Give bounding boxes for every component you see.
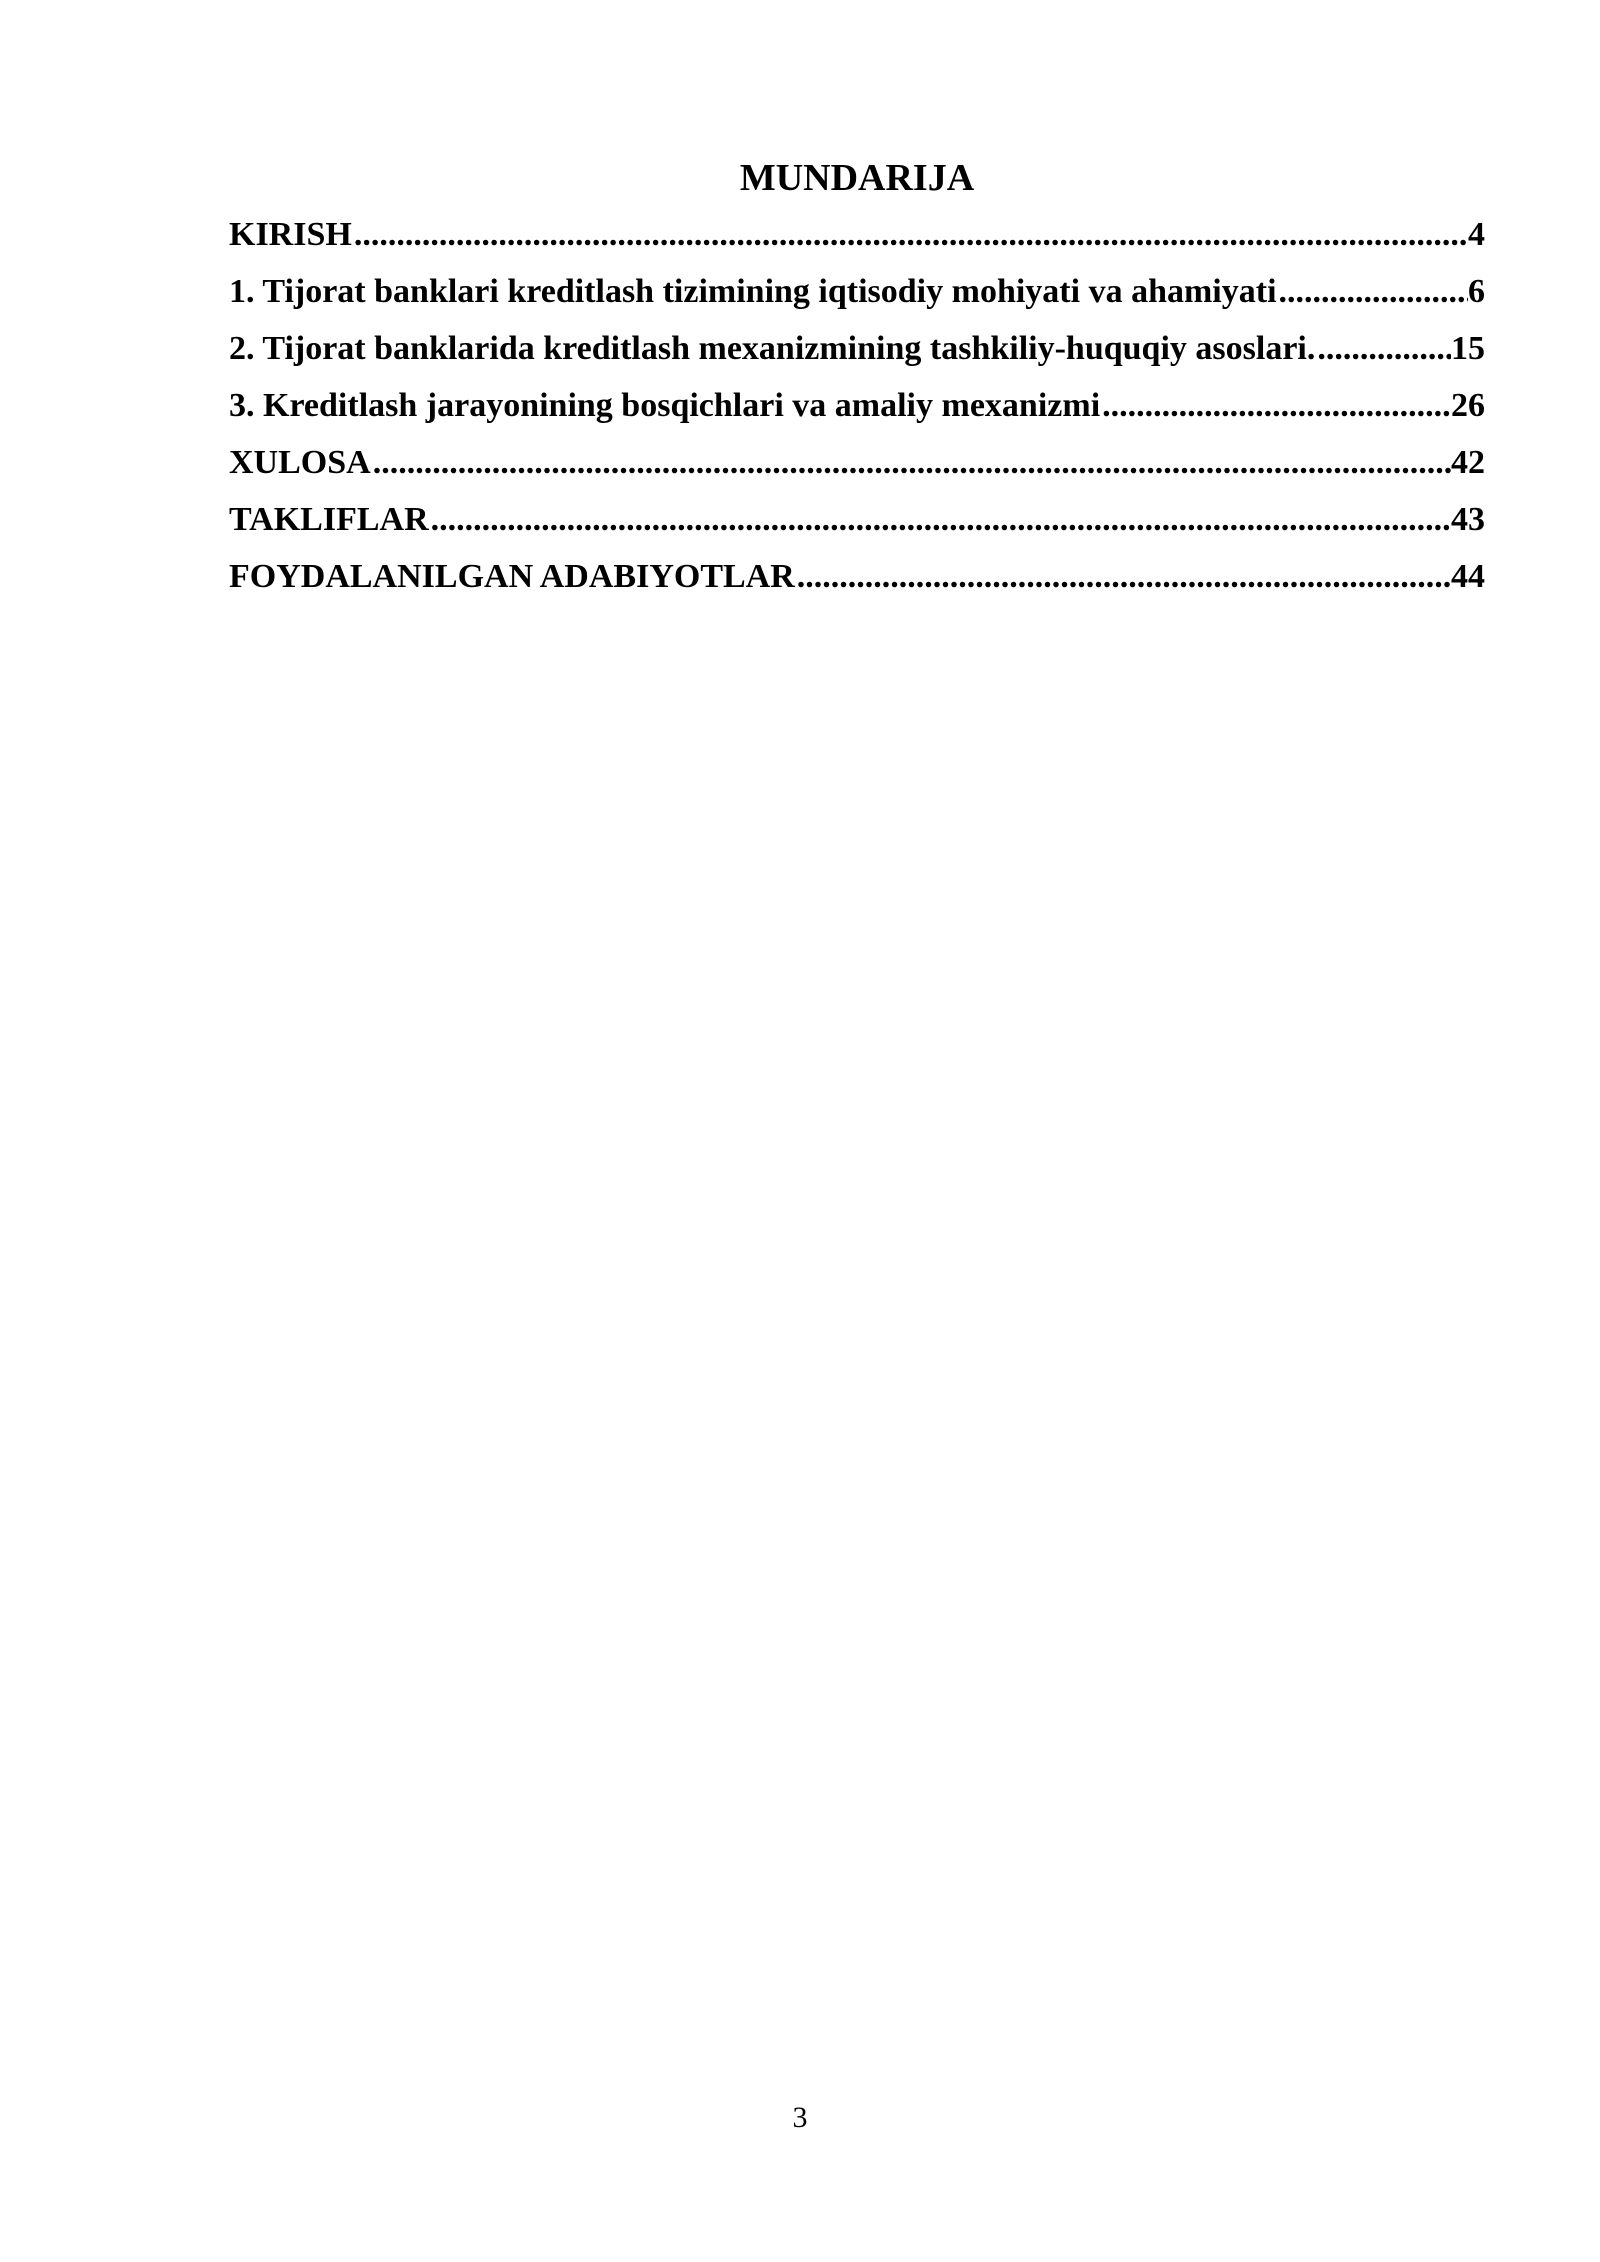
toc-dot-leader	[795, 548, 1451, 605]
toc-entry-chapter-1[interactable]	[229, 263, 1485, 320]
toc-entry-xulosa[interactable]	[229, 434, 1485, 491]
toc-entry-chapter-2[interactable]	[229, 320, 1485, 377]
toc-entry-label: FOYDALANILGAN ADABIYOTLAR	[229, 558, 795, 595]
toc-dot-leader	[429, 491, 1451, 548]
toc-entry-page: 6	[1468, 273, 1485, 310]
toc-title: MUNDARIJA	[739, 157, 975, 199]
toc-entry-label: 1. Tijorat banklari kreditlash tizimining iqtisodiy mohiyati va ahamiyati	[229, 273, 1277, 310]
toc-entry-page: 4	[1468, 216, 1485, 253]
toc-entry-chapter-3[interactable]	[229, 377, 1485, 434]
table-of-contents	[229, 150, 1485, 605]
toc-entry-label: TAKLIFLAR	[229, 501, 429, 538]
toc-list	[229, 206, 1485, 605]
toc-entry-label: 2. Tijorat banklarida kreditlash mexanizmining tashkiliy-huquqiy asoslari.	[229, 330, 1316, 367]
toc-entry-label: 3. Kreditlash jarayonining bosqichlari va amaliy mexanizmi	[229, 387, 1101, 424]
toc-dot-leader	[1277, 263, 1468, 320]
toc-entry-page: 43	[1451, 501, 1485, 538]
toc-entry-page: 42	[1451, 444, 1485, 481]
toc-entry-page: 44	[1451, 558, 1485, 595]
toc-entry-label: KIRISH	[229, 216, 352, 253]
toc-dot-leader	[371, 434, 1451, 491]
toc-entry-takliflar[interactable]	[229, 491, 1485, 548]
toc-entry-adabiyotlar[interactable]	[229, 548, 1485, 605]
toc-entry-page: 26	[1451, 387, 1485, 424]
toc-entry-page: 15	[1451, 330, 1485, 367]
toc-dot-leader	[1315, 320, 1451, 377]
toc-dot-leader	[352, 206, 1468, 263]
toc-dot-leader	[1100, 377, 1451, 434]
toc-entry-kirish[interactable]	[229, 206, 1485, 263]
page-number: 3	[792, 2101, 808, 2134]
toc-entry-label: XULOSA	[229, 444, 371, 481]
